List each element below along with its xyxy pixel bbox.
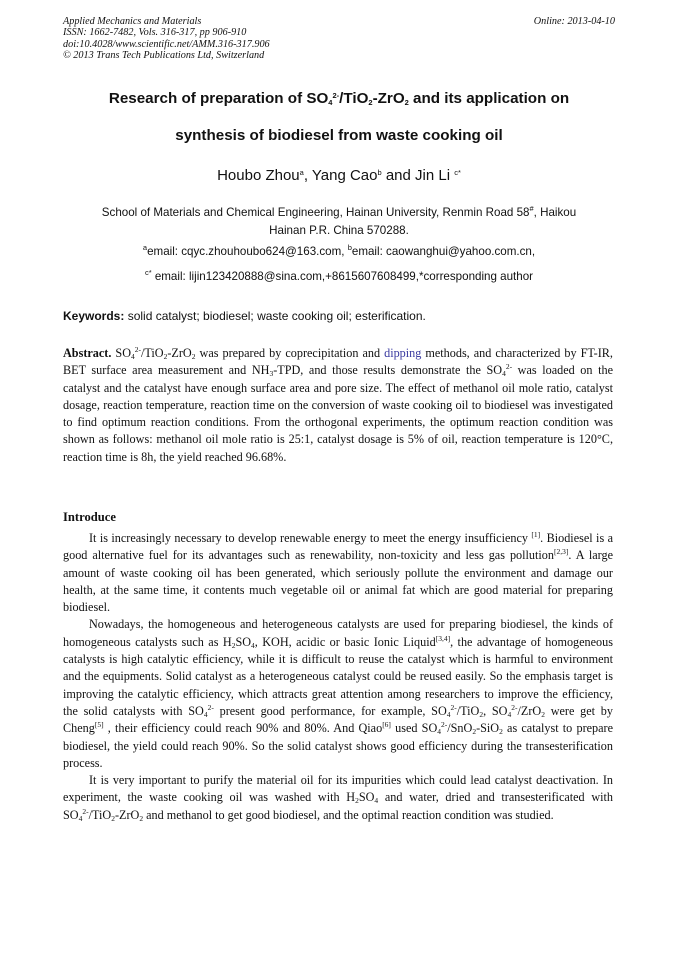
intro-paragraph-3: It is very important to purify the material oil for its impurities which could lead catalyst deactivation. In experiment, the waste cooking oil was washed with $H_2SO_4$ and water, dried and transesterificated with $SO_4^{2-}/TiO_2-ZrO_2$ and methanol to get good biodiesel, and the optimal reaction condition was studied. [63,773,614,823]
affiliation: School of Materials and Chemical Engineering, Hainan University, Renmin Road 58#, Haikou Hainan P.R. China 570288. [101,204,577,237]
dipping-link-text: dipping [384,346,422,360]
intro-body [63,530,613,824]
paper-title-line-2: synthesis of biodiesel from waste cooking oil [175,127,503,144]
email-line-1: $^a$email: cqyc.zhouhoubo624@163.com, $^b$email: caowanghui@yahoo.com.cn, [142,243,536,258]
section-heading-introduce: Introduce [63,510,116,524]
online-date: Online: 2013-04-10 [533,16,615,27]
email-line-2: $^{c*}$ email: lijin123420888@sina.com,+8615607608499,*corresponding author [144,268,534,283]
intro-paragraph-2: Nowadays, the homogeneous and heterogeneous catalysts are used for preparing biodiesel, the kinds of homogeneous catalysts such as $H_2SO_4$, KOH, acidic or basic Ionic Liquid[3,4], the advantage of homogeneous catalysts is high catalytic efficiency, while it is difficult to reuse the catalyst which is harmful to environment and the equipments. Solid catalyst as a heterogeneous catalyst could be reused easily. So the emphasis target is improving the catalytic efficiency, which attracts great attention among researchers to improve the efficiency, the solid catalysts with $SO_4^{2-}$ present good performance, for example, $SO_4^{2-}/TiO_2$, $SO_4^{2-}/ZrO_2$ were get by Cheng[5] , their efficiency could reach 90% and 80%. And Qiao[6] used $SO_4^{2-}/SnO_2-SiO_2$ as catalyst to prepare biodiesel, the yield could reach 90%. So the solid catalyst shows good efficiency during the transesterification process. [63,617,614,770]
intro-paragraph-1: It is increasingly necessary to develop renewable energy to meet the energy insufficiency [1]. Biodiesel is a good alternative fuel for its advantages such as renewability, non-toxicity and less gas pollution[2,3]. A large amount of waste cooking oil has been generated, which seriously pollute the environment and damage our health, at the same time, it contents much vegetable oil or animal fat which are good material for preparing biodiesel. [63,530,614,615]
abstract: Abstract. $SO_4^{2-}/TiO_2-ZrO_2$ was prepared by coprecipitation and dipping methods, and characterized by FT-IR, BET surface area measurement and $NH_3$-TPD, and those results demonstrate the $SO_4^{2-}$ was loaded on the catalyst and the catalyst have enough surface area and pore size. The effect of methanol oil mole ratio, catalyst dosage, reaction temperature, reaction time on the conversion of waste cooking oil to biodiesel was investigated to find optimum reaction conditions. From the orthogonal experiments, the optimum reaction condition was shown as follows: methanol oil mole ratio is 25:1, catalyst dosage is 5% of oil, reaction temperature is 120°C, reaction time is 8h, the yield reached 96.68%. [63,345,613,464]
paper-title-line-1: Research of preparation of $SO_4^{2-}/TiO_2-ZrO_2$ and its application on [108,90,570,107]
author-list: Houbo Zhou$^a$, Yang Cao$^b$ and Jin Li $^{c*}$ [217,167,461,184]
issn-line: ISSN: 1662-7482, Vols. 316-317, pp 906-910 [63,27,247,39]
journal-header [63,16,270,61]
journal-name: Applied Mechanics and Materials [63,16,202,27]
copyright-line: © 2013 Trans Tech Publications Ltd, Switzerland [63,49,265,61]
doi-line: doi:10.4028/www.scientific.net/AMM.316-317.906 [63,38,270,50]
keywords: Keywords: solid catalyst; biodiesel; waste cooking oil; esterification. [63,309,426,323]
